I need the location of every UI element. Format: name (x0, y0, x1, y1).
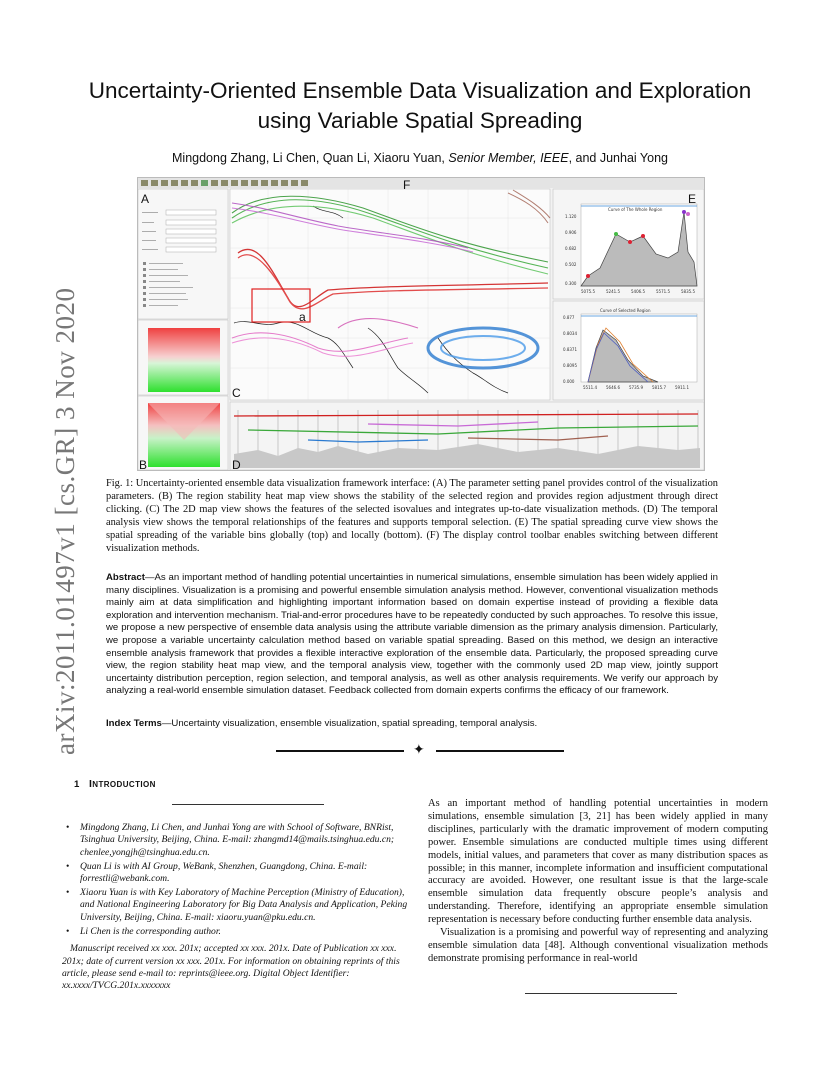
svg-text:0.906: 0.906 (565, 230, 577, 235)
index-terms-label: Index Terms (106, 718, 162, 729)
svg-text:5571.5: 5571.5 (656, 289, 670, 294)
index-terms-text: —Uncertainty visualization, ensemble visualization, spatial spreading, temporal analysis. (161, 718, 538, 729)
affiliation-item: • Quan Li is with AI Group, WeBank, Shenzhen, Guangdong, China. E-mail: forrestli@webank.com. (62, 861, 414, 886)
panel-letter-d: D (232, 458, 241, 470)
abstract (106, 572, 718, 698)
svg-text:0.000: 0.000 (563, 379, 575, 384)
svg-text:0.682: 0.682 (565, 246, 577, 251)
panel-letter-a: A (141, 192, 150, 206)
section-number: 1 (74, 779, 80, 790)
svg-text:5075.5: 5075.5 (581, 289, 595, 294)
svg-text:5406.5: 5406.5 (631, 289, 645, 294)
section-title-rest: NTRODUCTION (92, 780, 156, 789)
abstract-label: Abstract (106, 572, 145, 583)
affiliation-item: • Mingdong Zhang, Li Chen, and Junhai Yong are with School of Software, BNRist, Tsinghua University, Beijing, China. E-mail: zhangmd14@mails.tsinghua.edu.cn; chenlee,yongjh@tsinghua.edu.cn. (62, 822, 414, 859)
footnotes (62, 822, 414, 993)
column-end-rule (525, 993, 677, 994)
selection-label-a: a (299, 310, 306, 324)
intro-paragraph-2: Visualization is a promising and powerful way of representing and analyzing ensemble simulation data [48]. Although conventional visualization methods demonstrate promising performance in real-world (428, 927, 768, 964)
paper-title (60, 76, 780, 136)
svg-text:5835.5: 5835.5 (681, 289, 695, 294)
affiliation-list (62, 822, 414, 938)
arxiv-identifier (18, 285, 80, 755)
panel-letter-b: B (139, 458, 148, 470)
author-list (60, 151, 780, 165)
authors-tail: , and Junhai Yong (568, 151, 668, 165)
title-line-1: Uncertainty-Oriented Ensemble Data Visualization and Exploration (88, 78, 752, 103)
svg-text:0.8095: 0.8095 (563, 363, 577, 368)
svg-text:0.8034: 0.8034 (563, 331, 577, 336)
divider-left (276, 750, 404, 752)
svg-text:5646.6: 5646.6 (606, 385, 620, 390)
svg-text:0.8371: 0.8371 (563, 347, 577, 352)
affiliation-item: • Li Chen is the corresponding author. (62, 926, 414, 938)
figure-screenshot (138, 178, 704, 470)
svg-text:5511.4: 5511.4 (583, 385, 597, 390)
index-terms (106, 718, 718, 729)
authors-names: Mingdong Zhang, Li Chen, Quan Li, Xiaoru Yuan, (172, 151, 445, 165)
svg-text:5735.9: 5735.9 (629, 385, 643, 390)
bottom-curve-title: Curve of Selected Region (600, 308, 651, 313)
arxiv-label: arXiv:2011.01497v1 [cs.GR] 3 Nov 2020 (50, 287, 80, 755)
authors-role: Senior Member, IEEE (448, 151, 569, 165)
teaser-figure (137, 177, 705, 471)
section-heading (74, 778, 156, 790)
svg-text:5815.7: 5815.7 (652, 385, 666, 390)
divider-right (436, 750, 564, 752)
abstract-text: —As an important method of handling potential uncertainties in numerical simulations, ensemble simulation has been widely applied in many disciplines. Visualization is a promising and powerful ensemble simulation analysis method. However, conventional visualization methods mainly aim at data simplification and highlighting important information based on domain expertise instead of providing a flexible data exploration and intervention mechanism. Trial-and-error procedures have to be repeatedly conducted by such approaches. To resolve this issue, we propose a new perspective of ensemble data analysis using the attribute variable dimension as the primary analysis dimension. Particularly, we propose a variable uncertainty calculation method based on variable spatial spreading. Based on this method, we design an interactive ensemble analysis framework that provides a flexible interactive exploration of the ensemble data. Particularly, the proposed spreading curve view, the region stability heat map view, and the temporal analysis view, together with the commonly used 2D map view, jointly support uncertainty distribution perception, region selection, and temporal analysis, as well as other analysis requirements. We verify our approach by analyzing a real-world ensemble simulation dataset. Feedback collected from domain experts confirms the efficacy of our framework. (106, 572, 718, 697)
panel-letter-f: F (403, 178, 411, 192)
panel-letter-c: C (232, 386, 241, 400)
heatmap-top[interactable] (148, 328, 220, 392)
svg-text:0.300: 0.300 (565, 281, 577, 286)
figure-caption: Fig. 1: Uncertainty-oriented ensemble data visualization framework interface: (A) The parameter setting panel provides control of the visualization parameters. (B) The region stability heat map view shows the stability of the selected region and provides region adjustment through direct clicking. (C) The 2D map view shows the features of the selected isovalues and integrates up-to-date visualization methods. (D) The temporal analysis view shows the temporal relationships of the features and supports temporal selection. (E) The spatial spreading curve view shows the spatial spreading of the variable bins globally (top) and locally (bottom). (F) The display control toolbar enables switching between different visualization methods. (106, 478, 718, 554)
affiliation-item: • Xiaoru Yuan is with Key Laboratory of Machine Perception (Ministry of Education), and National Engineering Laboratory for Big Data Analysis and Application, Peking University, Beijing, China. E-mail: xiaoru.yuan@pku.edu.cn. (62, 887, 414, 924)
title-line-2: using Variable Spatial Spreading (257, 108, 583, 133)
section-title-initial: I (88, 778, 93, 790)
svg-text:0.877: 0.877 (563, 315, 575, 320)
introduction-text (428, 798, 768, 966)
manuscript-note: Manuscript received xx xxx. 201x; accepted xx xxx. 201x. Date of Publication xx xxx. 201x; date of current version xx xxx. 201x. For information on obtaining reprints of this article, please send e-mail to: reprints@ieee.org. Digital Object Identifier: xx.xxxx/TVCG.201x.xxxxxxx (62, 943, 400, 992)
divider-diamond-icon: ✦ (413, 742, 425, 758)
svg-text:1.120: 1.120 (565, 214, 577, 219)
top-curve-title: Curve of The Whole Region (608, 207, 663, 212)
svg-text:5911.1: 5911.1 (675, 385, 689, 390)
svg-text:5241.5: 5241.5 (606, 289, 620, 294)
footnote-rule (172, 804, 324, 805)
figure-toolbar-buttons (141, 180, 308, 186)
svg-text:0.502: 0.502 (565, 262, 577, 267)
panel-letter-e: E (688, 192, 697, 206)
intro-paragraph-1: As an important method of handling potential uncertainties in modern simulations, ensemble simulation [3, 21] has been widely applied in many disciplines, particularly with the dramatic improvement of modern computing power. Ensemble simulations are conducted multiple times using different models, initial values, and parameters that cover as many distribution spaces as possible; in this manner, incomplete information and insufficient computational accuracy are avoided. However, one resultant issue is that the large-scale ensemble simulation data frequently obscure people’s analysis and understanding. Therefore, identifying an appropriate ensemble simulation representation is necessary before conducting further ensemble data analysis. (428, 798, 768, 926)
